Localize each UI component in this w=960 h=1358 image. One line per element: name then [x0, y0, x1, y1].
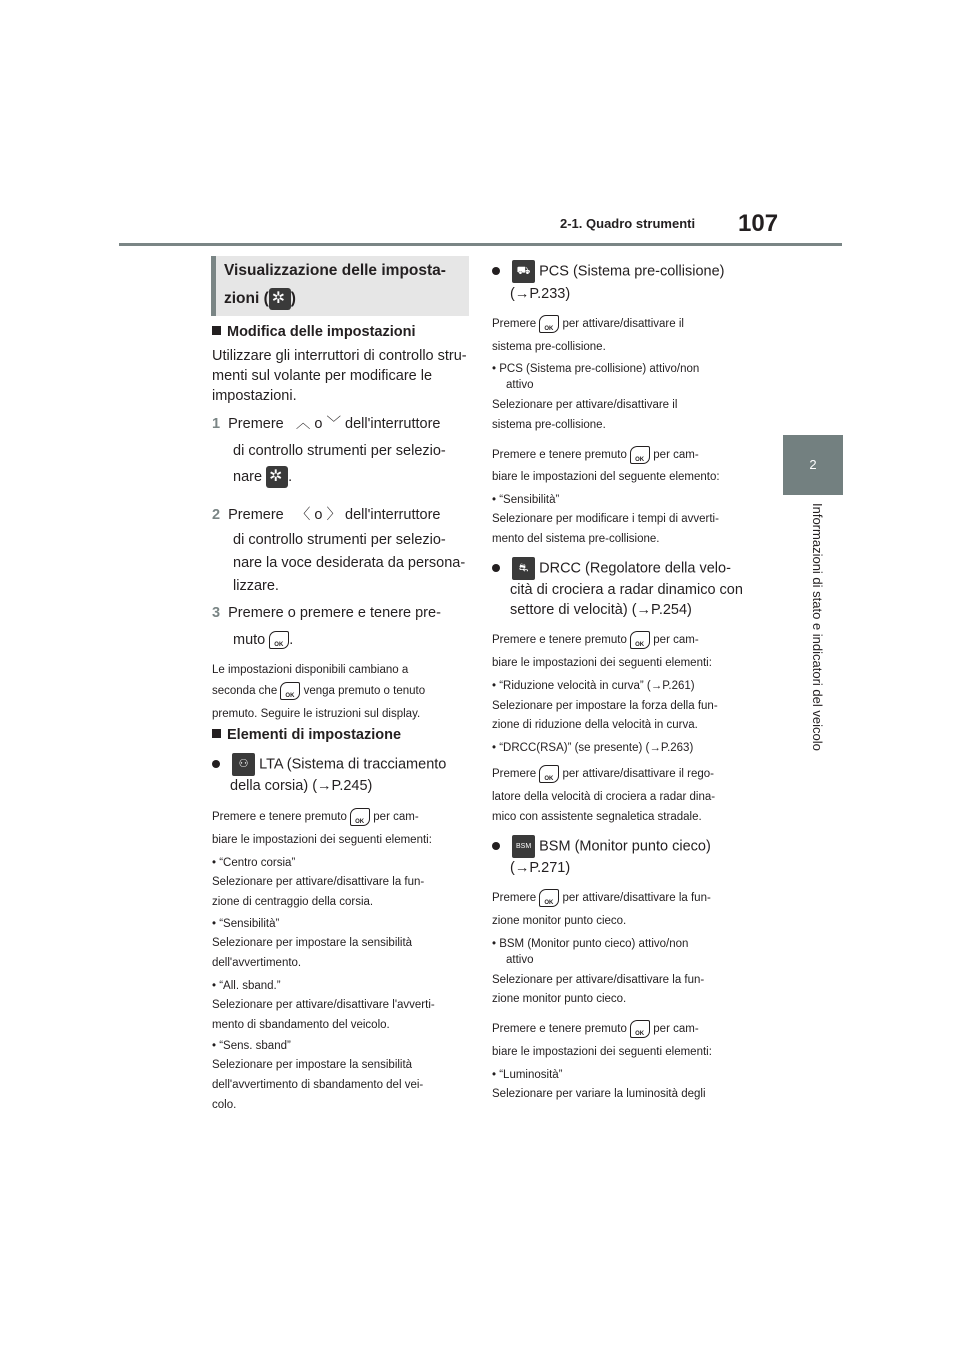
lta-icon: ⚇: [232, 753, 255, 776]
drcc-icon: ⛐: [512, 557, 535, 580]
lta-heading: ⚇ LTA (Sistema di tracciamento: [212, 753, 446, 776]
header-divider: [119, 243, 842, 246]
drcc-heading-line2: cità di crociera a radar dinamico con: [510, 582, 743, 598]
round-bullet-icon: [492, 267, 500, 275]
section-heading-box: [211, 256, 469, 316]
note-line: seconda che OK venga premuto o tenuto: [212, 681, 425, 701]
step-2-line3: nare la voce desiderata da persona-: [233, 555, 466, 571]
bsm-icon: BSM: [512, 835, 535, 858]
chevron-right-icon: 〉: [326, 507, 341, 523]
lta-bullet: • “All. sband.”: [212, 980, 281, 992]
drcc-bullet: • “Riduzione velocità in curva” (→P.261): [492, 680, 695, 692]
pcs-text: mento del sistema pre-collisione.: [492, 533, 660, 545]
square-bullet-icon: [212, 326, 221, 335]
drcc-text: Premere OK per attivare/disattivare il rego-: [492, 764, 714, 784]
step-2-line2: di controllo strumenti per selezio-: [233, 532, 446, 548]
chevron-up-icon: ︿: [295, 416, 311, 432]
drcc-bullet: • “DRCC(RSA)” (se presente) (→P.263): [492, 742, 694, 754]
round-bullet-icon: [492, 842, 500, 850]
lta-text: dell'avvertimento di sbandamento del vei-: [212, 1079, 424, 1091]
drcc-text: zione di riduzione della velocità in curva.: [492, 719, 698, 731]
bsm-bullet: • “Luminosità”: [492, 1069, 563, 1081]
ok-button-icon: [539, 889, 559, 907]
lta-bullet: • “Centro corsia”: [212, 857, 296, 869]
bsm-text: biare le impostazioni dei seguenti elementi:: [492, 1046, 712, 1058]
step-1-line2: di controllo strumenti per selezio-: [233, 443, 446, 459]
ok-button-icon: [280, 682, 300, 700]
chapter-title: Informazioni di stato e indicatori del veicolo: [810, 503, 825, 751]
ok-button-icon: [630, 1020, 650, 1038]
subsection-items: Elementi di impostazione: [212, 725, 401, 745]
step-3-line1: 3 Premere o premere e tenere pre-: [212, 605, 441, 621]
section-heading-line2: zioni (✲ ): [224, 288, 296, 310]
subsection-modify: Modifica delle impostazioni: [212, 322, 416, 342]
pcs-text: Selezionare per attivare/disattivare il: [492, 399, 678, 411]
lta-text: dell'avvertimento.: [212, 957, 302, 969]
drcc-text: Selezionare per impostare la forza della fun-: [492, 700, 718, 712]
paragraph-line: impostazioni.: [212, 388, 297, 404]
bsm-bullet: • BSM (Monitor punto cieco) attivo/non: [492, 938, 689, 950]
pcs-text: sistema pre-collisione.: [492, 341, 606, 353]
pcs-text: Premere e tenere premuto OK per cam-: [492, 445, 699, 465]
step-2-line4: lizzare.: [233, 578, 279, 594]
chapter-tab: [783, 435, 843, 495]
bsm-text: zione monitor punto cieco.: [492, 993, 627, 1005]
pcs-heading-line2: (→P.233): [510, 286, 571, 302]
paragraph-line: menti sul volante per modificare le: [212, 368, 433, 384]
chevron-down-icon: ﹀: [326, 416, 341, 432]
lta-text: Selezionare per impostare la sensibilità: [212, 1059, 413, 1071]
pcs-bullet: • PCS (Sistema pre-collisione) attivo/non: [492, 363, 700, 375]
pcs-text: Premere OK per attivare/disattivare il: [492, 314, 684, 334]
chapter-title-vertical: [810, 503, 830, 768]
ok-button-icon: [269, 631, 289, 649]
lta-heading-line2: della corsia) (→P.245): [230, 778, 373, 794]
drcc-text: Premere e tenere premuto OK per cam-: [492, 630, 699, 650]
bsm-heading-line2: (→P.271): [510, 860, 571, 876]
lta-bullet: • “Sens. sband”: [212, 1040, 291, 1052]
lta-text: Selezionare per attivare/disattivare la fun-: [212, 876, 425, 888]
drcc-text: latore della velocità di crociera a radar dina-: [492, 791, 716, 803]
note-line: Le impostazioni disponibili cambiano a: [212, 664, 409, 676]
settings-icon: [266, 466, 288, 488]
ok-button-icon: [539, 315, 559, 333]
square-bullet-icon: [212, 729, 221, 738]
drcc-heading: ⛐ DRCC (Regolatore della velo-: [492, 557, 731, 580]
pcs-text: sistema pre-collisione.: [492, 419, 606, 431]
pcs-icon: ⛟: [512, 260, 535, 283]
settings-icon: [269, 288, 291, 310]
step-1-line1: 1 Premere ︿ o ﹀ dell'interruttore: [212, 416, 441, 432]
ok-button-icon: [630, 631, 650, 649]
lta-text: Selezionare per impostare la sensibilità: [212, 937, 413, 949]
header-section-title: 2-1. Quadro strumenti: [560, 216, 696, 231]
pcs-text: biare le impostazioni del seguente elemento:: [492, 471, 720, 483]
lta-text: Premere e tenere premuto OK per cam-: [212, 807, 419, 827]
section-heading-line1: Visualizzazione delle imposta-: [224, 262, 446, 279]
pcs-bullet: attivo: [506, 379, 534, 391]
ok-button-icon: [350, 808, 370, 826]
ok-button-icon: [539, 765, 559, 783]
bsm-text: Selezionare per attivare/disattivare la fun-: [492, 974, 705, 986]
chevron-left-icon: 〈: [295, 507, 311, 523]
pcs-heading: ⛟ PCS (Sistema pre-collisione): [492, 260, 724, 283]
lta-text: zione di centraggio della corsia.: [212, 896, 374, 908]
pcs-text: Selezionare per modificare i tempi di avverti-: [492, 513, 719, 525]
paragraph-line: Utilizzare gli interruttori di controllo stru-: [212, 348, 467, 364]
lta-text: mento di sbandamento del veicolo.: [212, 1019, 390, 1031]
pcs-bullet: • “Sensibilità”: [492, 494, 560, 506]
lta-bullet: • “Sensibilità”: [212, 918, 280, 930]
bsm-bullet: attivo: [506, 954, 534, 966]
drcc-text: biare le impostazioni dei seguenti elementi:: [492, 657, 712, 669]
round-bullet-icon: [492, 564, 500, 572]
lta-text: biare le impostazioni dei seguenti elementi:: [212, 834, 432, 846]
step-3-line2: muto OK .: [233, 630, 293, 650]
page-number: 107: [738, 210, 779, 237]
drcc-heading-line3: settore di velocità) (→P.254): [510, 602, 692, 618]
round-bullet-icon: [212, 760, 220, 768]
step-1-line3: nare ✲ .: [233, 466, 292, 488]
bsm-text: Premere e tenere premuto OK per cam-: [492, 1019, 699, 1039]
step-2-line1: 2 Premere 〈 o 〉 dell'interruttore: [212, 507, 441, 523]
bsm-text: Premere OK per attivare/disattivare la fun-: [492, 888, 711, 908]
bsm-heading: BSM BSM (Monitor punto cieco): [492, 835, 711, 858]
chapter-number: 2: [809, 457, 817, 472]
ok-button-icon: [630, 446, 650, 464]
lta-text: Selezionare per attivare/disattivare l'avverti-: [212, 999, 435, 1011]
lta-text: colo.: [212, 1099, 237, 1111]
bsm-text: Selezionare per variare la luminosità degli: [492, 1088, 706, 1100]
note-line: premuto. Seguire le istruzioni sul display.: [212, 708, 421, 720]
bsm-text: zione monitor punto cieco.: [492, 915, 627, 927]
drcc-text: mico con assistente segnaletica stradale.: [492, 811, 702, 823]
